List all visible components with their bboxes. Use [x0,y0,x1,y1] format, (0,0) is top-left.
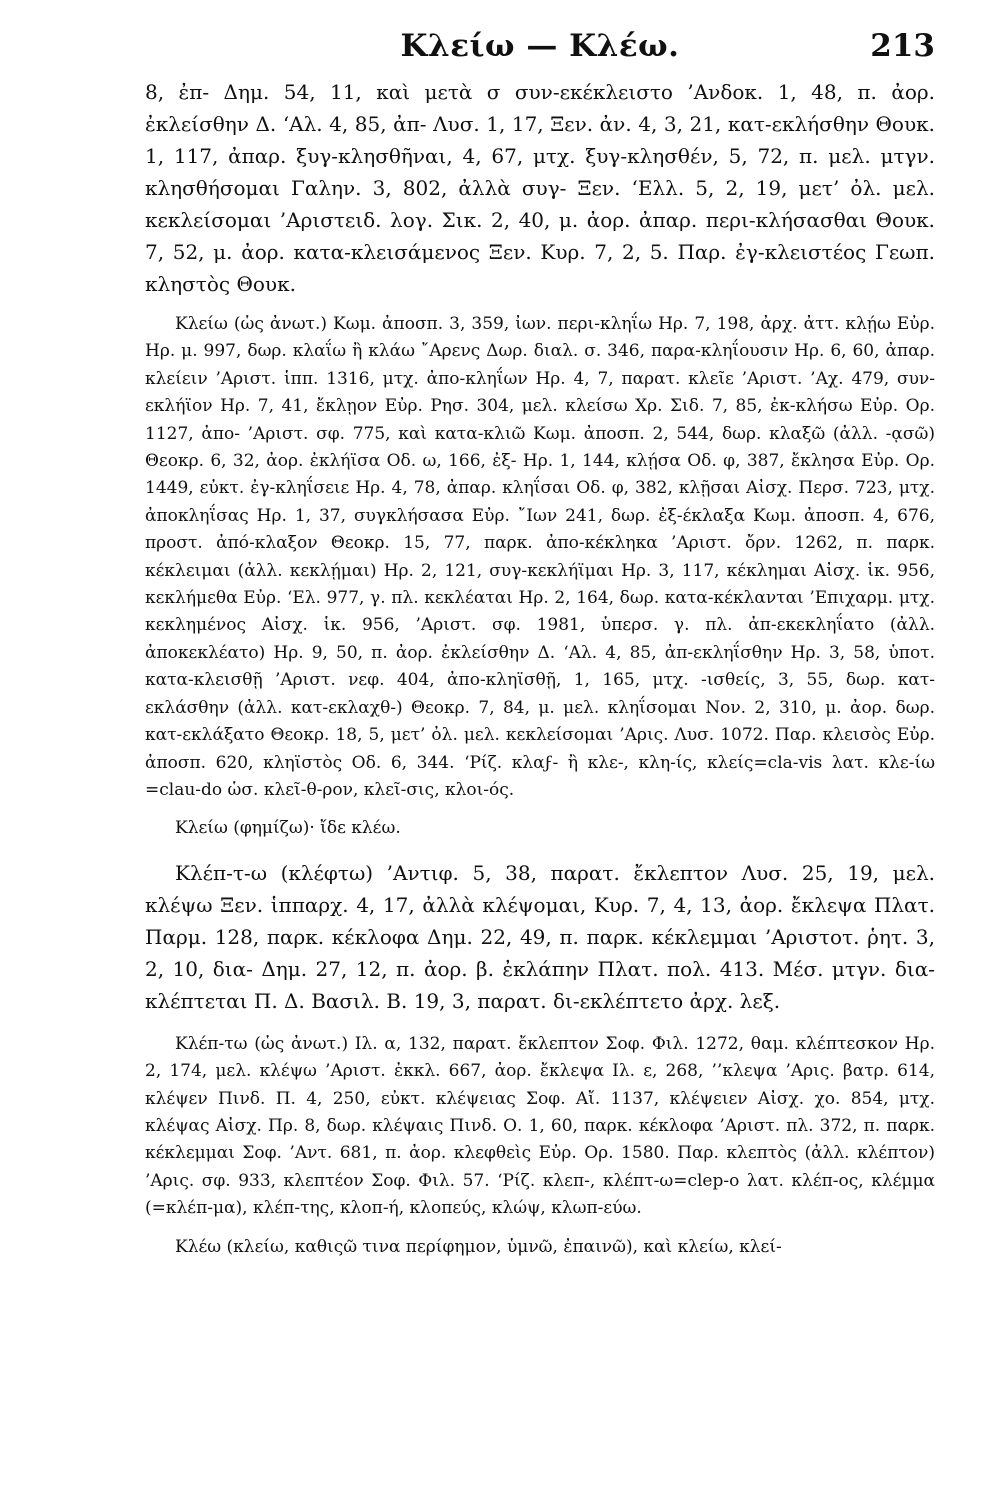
paragraph-continuation: 8, ἐπ- Δημ. 54, 11, καὶ μετὰ σ συν-εκέκλειστο ’Ανδοκ. 1, 48, π. ἀορ. ἐκλείσθην Δ. ‘Αλ. 4, 85, ἀπ- Λυσ. 1, 17, Ξεν. ἀν. 4, 3, 21, κατ-εκλήσθην Θουκ. 1, 117, ἀπαρ. ξυγ-κλησθῆναι, 4, 67, μτχ. ξυγ-κλησθέν, 5, 72, π. μελ. μτγν. κλησθήσομαι Γαλην. 3, 802, ἀλλὰ συγ- Ξεν. ‘Ελλ. 5, 2, 19, μετ’ ὀλ. μελ. κεκλείσομαι ’Αριστειδ. λογ. Σικ. 2, 40, μ. ἀορ. ἀπαρ. περι-κλήσασθαι Θουκ. 7, 52, μ. ἀορ. κατα-κλεισάμενος Ξεν. Κυρ. 7, 2, 5. Παρ. ἐγ-κλειστέος Γεωπ. κληστὸς Θουκ. [145,80,935,296]
paragraph-kleio-ionic: Κλείω (ὡς ἀνωτ.) Κωμ. ἀποσπ. 3, 359, ἰων. περι-κληΐω Ηρ. 7, 198, ἀρχ. ἀττ. κλῄω Εὐρ. Ηρ. μ. 997, δωρ. κλαΐω ἢ κλάω ῎Αρενς Δωρ. διαλ. σ. 346, παρα-κληΐουσιν Ηρ. 6, 60, ἀπαρ. κλείειν ’Αριστ. ἱππ. 1316, μτχ. ἀπο-κληΐων Ηρ. 4, 7, παρατ. κλεῖε ’Αριστ. ’Αχ. 479, συν-εκλήϊον Ηρ. 7, 41, ἔκλῃον Εὐρ. Ρησ. 304, μελ. κλείσω Χρ. Σιδ. 7, 85, ἐκ-κλήσω Εὐρ. Ορ. 1127, ἀπο- ’Αριστ. σφ. 775, καὶ κατα-κλιῶ Κωμ. ἀποσπ. 2, 544, δωρ. κλαξῶ (ἀλλ. -ᾳσῶ) Θεοκρ. 6, 32, ἀορ. ἐκλήϊσα Οδ. ω, 166, ἐξ- Ηρ. 1, 144, κλῄσα Οδ. φ, 387, ἔκλησα Εὐρ. Ορ. 1449, εὐκτ. ἐγ-κληΐσειε Ηρ. 4, 78, ἀπαρ. κληΐσαι Οδ. φ, 382, κλῇσαι Αἰσχ. Περσ. 723, μτχ. ἀποκληΐσας Ηρ. 1, 37, συγκλήσασα Εὐρ. ῎Ιων 241, δωρ. ἐξ-έκλαξα Κωμ. ἀποσπ. 4, 676, προστ. ἀπό-κλαξον Θεοκρ. 15, 77, παρκ. ἀπο-κέκληκα ’Αριστ. ὄρν. 1262, π. παρκ. κέκλειμαι (ἀλλ. κεκλῄμαι) Ηρ. 2, 121, συγ-κεκλήϊμαι Ηρ. 3, 117, κέκλημαι Αἰσχ. ἱκ. 956, κεκλήμεθα Εὐρ. ‘Ελ. 977, γ. πλ. κεκλέαται Ηρ. 2, 164, δωρ. κατα-κέκλανται ’Επιχαρμ. μτχ. κεκλημένος Αἰσχ. ἱκ. 956, ’Αριστ. σφ. 1981, ὑπερσ. γ. πλ. ἀπ-εκεκληΐατο (ἀλλ. ἀποκεκλέατο) Ηρ. 9, 50, π. ἀορ. ἐκλείσθην Δ. ‘Αλ. 4, 85, ἀπ-εκληΐσθην Ηρ. 3, 58, ὑποτ. κατα-κλεισθῇ ’Αριστ. νεφ. 404, ἀπο-κληϊσθῇ, 1, 165, μτχ. -ισθείς, 3, 55, δωρ. κατ-εκλάσθην (ἀλλ. κατ-εκλαχθ-) Θεοκρ. 7, 84, μ. μελ. κληΐσομαι Νον. 2, 310, μ. ἀορ. δωρ. κατ-εκλάξατο Θεοκρ. 18, 5, μετ’ ὀλ. μελ. κεκλείσομαι ’Αρις. Λυσ. 1072. Παρ. κλεισὸς Εὐρ. ἀποσπ. 620, κληϊστὸς Οδ. 6, 344. ‘Ρίζ. κλαϝ- ἢ κλε-, κλη-ίς, κλείς=cla-vis λατ. κλε-ίω =clau-do ὡσ. κλεῖ-θ-ρον, κλεῖ-σις, κλοι-ός. [145,314,935,800]
paragraph-klepto-poetic: Κλέπ-τω (ὡς ἀνωτ.) Ιλ. α, 132, παρατ. ἔκλεπτον Σοφ. Φιλ. 1272, θαμ. κλέπτεσκον Ηρ. 2, 174, μελ. κλέψω ’Αριστ. ἐκκλ. 667, ἀορ. ἔκλεψα Ιλ. ε, 268, ’’κλεψα ’Αρις. βατρ. 614, κλέψεν Πινδ. Π. 4, 250, εὐκτ. κλέψειας Σοφ. Αἴ. 1137, κλέψειεν Αἰσχ. χο. 854, μτχ. κλέψας Αἰσχ. Πρ. 8, δωρ. κλέψαις Πινδ. Ο. 1, 60, παρκ. κέκλοφα ’Αριστ. πλ. 372, π. παρκ. κέκλεμμαι Σοφ. ’Αντ. 681, π. ἀορ. κλεφθεὶς Εὐρ. Ορ. 1580. Παρ. κλεπτὸς (ἀλλ. κλέπτον) ’Αρις. σφ. 933, κλεπτέον Σοφ. Φιλ. 57. ‘Ρίζ. κλεπ-, κλέπτ-ω=clep-o λατ. κλέπ-ος, κλέμμα (=κλέπ-μα), κλέπ-της, κλοπ-ή, κλοπεύς, κλώψ, κλωπ-εύω. [145,1033,935,1219]
paragraph-klepto-entry: Κλέπ-τ-ω (κλέφτω) ’Αντιφ. 5, 38, παρατ. ἔκλεπτον Λυσ. 25, 19, μελ. κλέψω Ξεν. ἱππαρχ. 4, 17, ἀλλὰ κλέψομαι, Κυρ. 7, 4, 13, ἀορ. ἔκλεψα Πλατ. Παρμ. 128, παρκ. κέκλοφα Δημ. 22, 49, π. παρκ. κέκλεμμαι ’Αριστοτ. ῥητ. 3, 2, 10, δια- Δημ. 27, 12, π. ἀορ. β. ἐκλάπην Πλατ. πολ. 413. Μέσ. μτγν. δια-κλέπτεται Π. Δ. Βασιλ. Β. 19, 3, παρατ. δι-εκλέπτετο ἀρχ. λεξ. [145,860,935,1013]
page-number: 213 [870,28,935,64]
header-title: Κλείω — Κλέω. [400,28,680,64]
page [145,28,935,1261]
paragraph-kleio-crossref: Κλείω (φημίζω)· ἴδε κλέω. [175,818,401,839]
running-header [145,28,935,76]
paragraph-kleo-entry: Κλέω (κλείω, καθιςῶ τινα περίφημον, ὑμνῶ, ἐπαινῶ), καὶ κλείω, κλεί- [175,1236,782,1257]
